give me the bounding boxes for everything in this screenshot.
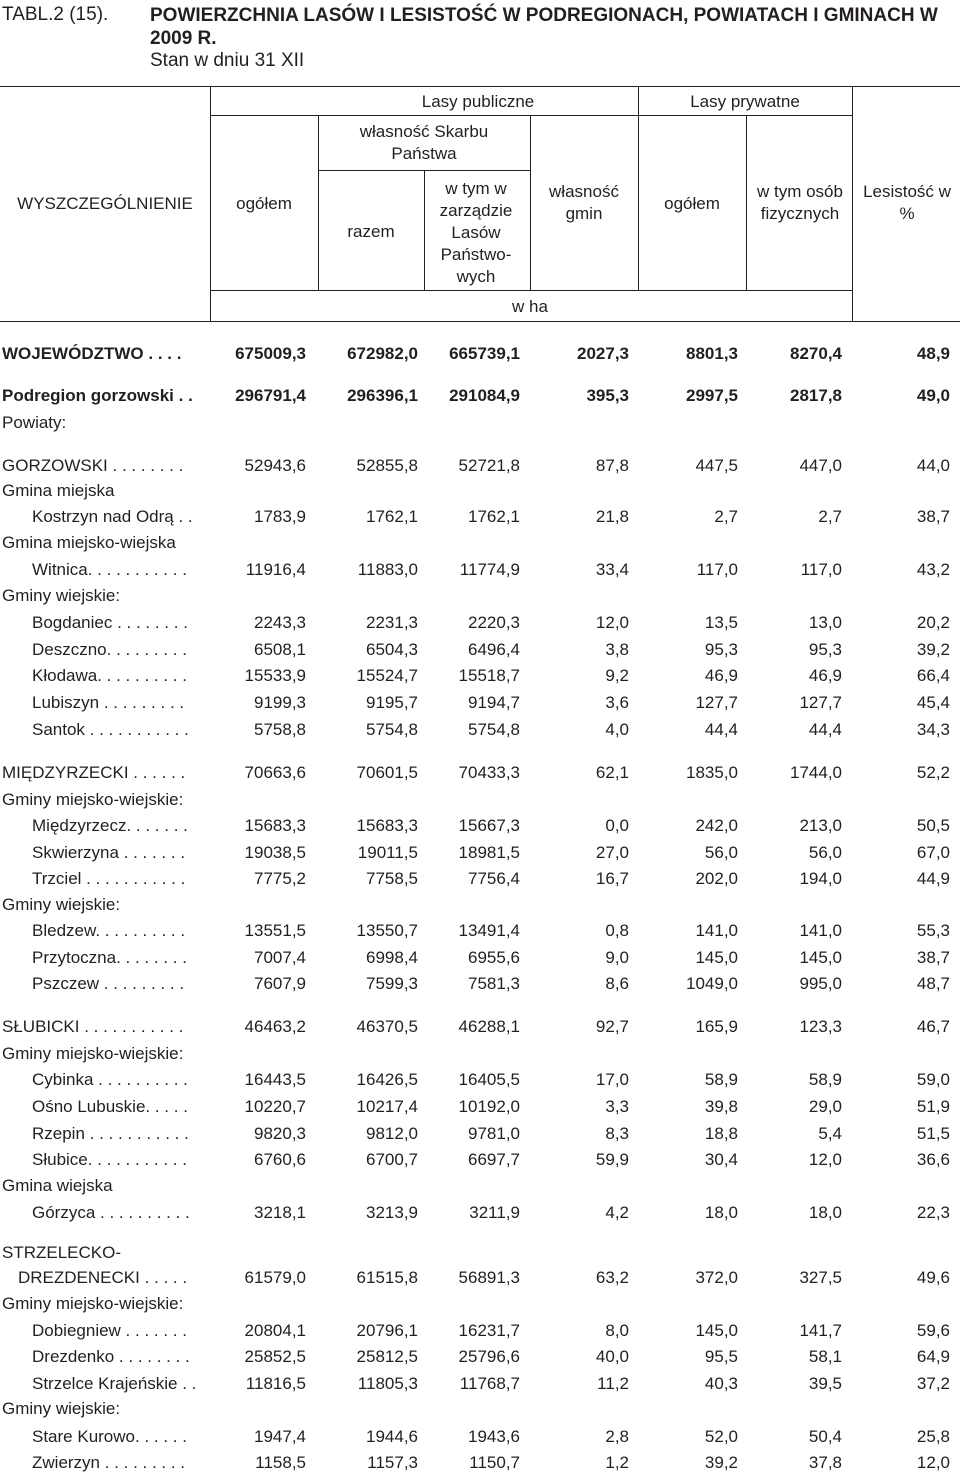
cell-value: 58,1 (808, 1347, 842, 1366)
table-row (0, 1396, 960, 1422)
row-label: Stare Kurowo. . . . . . (32, 1427, 187, 1446)
cell-value: 1157,3 (367, 1453, 418, 1472)
cell-value: 141,7 (799, 1321, 842, 1340)
cell-value: 1835,0 (686, 763, 738, 782)
cell-value: 1150,7 (469, 1453, 520, 1472)
table-row (0, 866, 960, 892)
cell-value: 15683,3 (356, 816, 418, 835)
cell-value: 2,7 (818, 507, 842, 526)
cell-value: 6697,7 (468, 1150, 520, 1169)
cell-value: 6760,6 (254, 1150, 306, 1169)
cell-value: 70663,6 (244, 763, 306, 782)
table-row (0, 1200, 960, 1226)
cell-value: 5,4 (818, 1124, 842, 1143)
cell-value: 19011,5 (357, 843, 418, 862)
cell-value: 52855,8 (356, 456, 418, 475)
cell-value: 50,5 (916, 816, 950, 835)
row-label: Gminy wiejskie: (2, 1399, 121, 1418)
cell-value: 145,0 (695, 948, 738, 967)
cell-value: 1744,0 (790, 763, 842, 782)
cell-value: 2,7 (714, 507, 738, 526)
cell-value: 127,7 (799, 693, 842, 712)
cell-value: 13491,4 (458, 921, 520, 940)
cell-value: 59,9 (595, 1150, 629, 1169)
cell-value: 52943,6 (244, 456, 306, 475)
table-row (0, 478, 960, 504)
cell-value: 92,7 (595, 1017, 629, 1036)
header-state-total: razem (347, 222, 395, 241)
row-label: Zwierzyn . . . . . . . . . (32, 1453, 186, 1472)
cell-value: 16443,5 (244, 1070, 306, 1089)
row-label: Cybinka . . . . . . . . . . (32, 1070, 188, 1089)
cell-value: 9781,0 (468, 1124, 520, 1143)
cell-value: 372,0 (695, 1268, 738, 1287)
table-row (0, 1121, 960, 1147)
cell-value: 56,0 (704, 843, 738, 862)
cell-value: 11916,4 (245, 560, 306, 579)
table-row (0, 1041, 960, 1067)
cell-value: 291084,9 (449, 386, 520, 405)
cell-value: 61579,0 (244, 1268, 306, 1287)
header-private-persons: w tym osób fizycznych (757, 182, 843, 223)
table-row (0, 971, 960, 997)
table-subtitle: Stan w dniu 31 XII (150, 50, 305, 71)
cell-value: 8801,3 (686, 344, 738, 363)
cell-value: 10192,0 (458, 1097, 520, 1116)
cell-value: 61515,8 (356, 1268, 418, 1287)
cell-value: 48,9 (916, 344, 950, 363)
table-row (0, 787, 960, 813)
cell-value: 15683,3 (244, 816, 306, 835)
table-row (0, 1450, 960, 1476)
header-state-forests-management: w tym w zarządzie Lasów Państwo-wych (439, 179, 513, 286)
cell-value: 38,7 (916, 948, 950, 967)
row-label: Bogdaniec . . . . . . . . (32, 613, 188, 632)
cell-value: 39,2 (704, 1453, 738, 1472)
cell-value: 1158,5 (255, 1453, 306, 1472)
cell-value: 117,0 (696, 560, 738, 579)
cell-value: 36,6 (916, 1150, 950, 1169)
row-label: Lubiszyn . . . . . . . . . (32, 693, 185, 712)
table-row (0, 1147, 960, 1173)
table-row (0, 840, 960, 866)
table-row (0, 1371, 960, 1397)
cell-value: 5754,8 (366, 720, 418, 739)
cell-value: 52,0 (704, 1427, 738, 1446)
table-row (0, 1291, 960, 1317)
cell-value: 11805,3 (357, 1374, 418, 1393)
cell-value: 13550,7 (356, 921, 418, 940)
cell-value: 12,0 (916, 1453, 950, 1472)
cell-value: 40,0 (595, 1347, 629, 1366)
cell-value: 15667,3 (458, 816, 520, 835)
cell-value: 15524,7 (356, 666, 418, 685)
cell-value: 20,2 (916, 613, 950, 632)
cell-value: 11768,7 (459, 1374, 520, 1393)
row-label: Słubice. . . . . . . . . . . (32, 1150, 187, 1169)
cell-value: 395,3 (586, 386, 629, 405)
header-private-total: ogółem (664, 194, 720, 213)
row-label: Powiaty: (2, 413, 67, 432)
cell-value: 1,2 (605, 1453, 629, 1472)
cell-value: 5758,8 (254, 720, 306, 739)
cell-value: 141,0 (799, 921, 842, 940)
cell-value: 665739,1 (449, 344, 520, 363)
cell-value: 1049,0 (686, 974, 738, 993)
cell-value: 6496,4 (468, 640, 520, 659)
row-label: Gminy wiejskie: (2, 895, 121, 914)
cell-value: 49,6 (916, 1268, 950, 1287)
header-unit: w ha (512, 297, 548, 316)
cell-value: 44,4 (808, 720, 842, 739)
cell-value: 9820,3 (254, 1124, 306, 1143)
cell-value: 45,4 (916, 693, 950, 712)
cell-value: 62,1 (595, 763, 629, 782)
cell-value: 39,2 (916, 640, 950, 659)
table-row (0, 1318, 960, 1344)
cell-value: 34,3 (916, 720, 950, 739)
cell-value: 672982,0 (347, 344, 418, 363)
cell-value: 1762,1 (366, 507, 418, 526)
cell-value: 67,0 (916, 843, 950, 862)
cell-value: 123,3 (799, 1017, 842, 1036)
cell-value: 2027,3 (577, 344, 629, 363)
cell-value: 50,4 (808, 1427, 842, 1446)
cell-value: 145,0 (799, 948, 842, 967)
cell-value: 296396,1 (347, 386, 418, 405)
cell-value: 44,0 (916, 456, 950, 475)
cell-value: 55,3 (916, 921, 950, 940)
cell-value: 1944,6 (366, 1427, 418, 1446)
cell-value: 3218,1 (254, 1203, 306, 1222)
cell-value: 16426,5 (356, 1070, 418, 1089)
table-row (0, 557, 960, 583)
table-row (0, 530, 960, 556)
row-label: Gminy wiejskie: (2, 586, 121, 605)
table-row (0, 410, 960, 436)
table-row (0, 918, 960, 944)
cell-value: 46,7 (916, 1017, 950, 1036)
table-row (0, 690, 960, 716)
cell-value: 3211,9 (469, 1203, 520, 1222)
cell-value: 242,0 (695, 816, 738, 835)
cell-value: 13,0 (808, 613, 842, 632)
row-label: DREZDENECKI . . . . . (18, 1268, 188, 1287)
cell-value: 8,0 (605, 1321, 629, 1340)
cell-value: 39,5 (808, 1374, 842, 1393)
cell-value: 18,0 (808, 1203, 842, 1222)
cell-value: 7775,2 (254, 869, 306, 888)
cell-value: 194,0 (799, 869, 842, 888)
cell-value: 20804,1 (244, 1321, 306, 1340)
row-label: Bledzew. . . . . . . . . . (32, 921, 186, 940)
row-label: Skwierzyna . . . . . . . (32, 843, 186, 862)
cell-value: 43,2 (916, 560, 950, 579)
row-label: Gminy miejsko-wiejskie: (2, 1044, 184, 1063)
cell-value: 9,2 (605, 666, 629, 685)
cell-value: 3,8 (605, 640, 629, 659)
cell-value: 117,0 (800, 560, 842, 579)
cell-value: 447,5 (695, 456, 738, 475)
cell-value: 6508,1 (254, 640, 306, 659)
table-number: TABL.2 (15). (2, 4, 109, 25)
cell-value: 7758,5 (366, 869, 418, 888)
row-label: Kłodawa. . . . . . . . . . (32, 666, 187, 685)
header-public-total: ogółem (236, 194, 292, 213)
cell-value: 11883,0 (357, 560, 418, 579)
cell-value: 29,0 (808, 1097, 842, 1116)
row-label: Santok . . . . . . . . . . . (32, 720, 189, 739)
cell-value: 19038,5 (244, 843, 306, 862)
table-row (0, 1067, 960, 1093)
cell-value: 2997,5 (686, 386, 738, 405)
row-label: Ośno Lubuskie. . . . . (32, 1097, 188, 1116)
table-row (0, 504, 960, 530)
cell-value: 18,8 (704, 1124, 738, 1143)
table-row (0, 1173, 960, 1199)
row-label: Gmina miejska (2, 481, 115, 500)
cell-value: 18981,5 (458, 843, 520, 862)
cell-value: 22,3 (916, 1203, 950, 1222)
row-label: SŁUBICKI . . . . . . . . . . . (2, 1017, 184, 1036)
cell-value: 7007,4 (254, 948, 306, 967)
cell-value: 995,0 (799, 974, 842, 993)
cell-value: 3,3 (605, 1097, 629, 1116)
cell-value: 64,9 (916, 1347, 950, 1366)
table-row (0, 1344, 960, 1370)
table-title: POWIERZCHNIA LASÓW I LESISTOŚĆ W PODREGIONACH, POWIATACH I GMINACH W 2009 R. (150, 5, 938, 49)
table-row (0, 383, 960, 409)
cell-value: 213,0 (799, 816, 842, 835)
cell-value: 10220,7 (244, 1097, 306, 1116)
row-label: Podregion gorzowski . . (2, 386, 193, 405)
cell-value: 15518,7 (458, 666, 520, 685)
cell-value: 13551,5 (244, 921, 306, 940)
header-private-forests: Lasy prywatne (690, 92, 800, 111)
row-label: Dobiegniew . . . . . . . (32, 1321, 187, 1340)
table-row (0, 1014, 960, 1040)
row-label: Gmina wiejska (2, 1176, 113, 1195)
row-label: Przytoczna. . . . . . . . (32, 948, 187, 967)
cell-value: 6955,6 (468, 948, 520, 967)
cell-value: 48,7 (916, 974, 950, 993)
row-label: Trzciel . . . . . . . . . . . (32, 869, 186, 888)
table-row (0, 813, 960, 839)
cell-value: 16231,7 (458, 1321, 520, 1340)
table-row (0, 610, 960, 636)
cell-value: 56891,3 (458, 1268, 520, 1287)
cell-value: 33,4 (595, 560, 629, 579)
cell-value: 1947,4 (254, 1427, 306, 1446)
cell-value: 59,6 (916, 1321, 950, 1340)
row-label: MIĘDZYRZECKI . . . . . . (2, 763, 186, 782)
cell-value: 8,6 (605, 974, 629, 993)
cell-value: 46,9 (808, 666, 842, 685)
table-row (0, 637, 960, 663)
cell-value: 56,0 (808, 843, 842, 862)
cell-value: 66,4 (916, 666, 950, 685)
header-public-forests: Lasy publiczne (421, 92, 535, 111)
cell-value: 17,0 (595, 1070, 629, 1089)
cell-value: 12,0 (595, 613, 629, 632)
cell-value: 21,8 (595, 507, 629, 526)
cell-value: 18,0 (704, 1203, 738, 1222)
cell-value: 46,9 (704, 666, 738, 685)
row-label: GORZOWSKI . . . . . . . . (2, 456, 184, 475)
cell-value: 327,5 (799, 1268, 842, 1287)
table-row (0, 892, 960, 918)
cell-value: 6998,4 (366, 948, 418, 967)
table-row (0, 453, 960, 479)
row-label: STRZELECKO- (2, 1243, 122, 1262)
cell-value: 145,0 (695, 1321, 738, 1340)
cell-value: 59,0 (916, 1070, 950, 1089)
cell-value: 20796,1 (356, 1321, 418, 1340)
cell-value: 5754,8 (468, 720, 520, 739)
table-row (0, 717, 960, 743)
cell-value: 13,5 (704, 613, 738, 632)
cell-value: 40,3 (704, 1374, 738, 1393)
cell-value: 3213,9 (366, 1203, 418, 1222)
cell-value: 4,0 (605, 720, 629, 739)
row-label: Strzelce Krajeńskie . . (32, 1374, 197, 1393)
row-label: Pszczew . . . . . . . . . (32, 974, 185, 993)
cell-value: 25796,6 (458, 1347, 520, 1366)
cell-value: 27,0 (595, 843, 629, 862)
cell-value: 30,4 (704, 1150, 738, 1169)
cell-value: 51,5 (916, 1124, 950, 1143)
cell-value: 70433,3 (458, 763, 520, 782)
row-label: Kostrzyn nad Odrą . . (32, 507, 193, 526)
cell-value: 2817,8 (790, 386, 842, 405)
cell-value: 25812,5 (356, 1347, 418, 1366)
table-row (0, 1240, 960, 1266)
cell-value: 9,0 (605, 948, 629, 967)
cell-value: 46463,2 (244, 1017, 306, 1036)
cell-value: 165,9 (695, 1017, 738, 1036)
cell-value: 37,2 (916, 1374, 950, 1393)
cell-value: 38,7 (916, 507, 950, 526)
cell-value: 1783,9 (254, 507, 306, 526)
cell-value: 95,3 (808, 640, 842, 659)
cell-value: 39,8 (704, 1097, 738, 1116)
header-forest-cover: Lesistość w % (863, 182, 951, 223)
cell-value: 6504,3 (366, 640, 418, 659)
cell-value: 8,3 (605, 1124, 629, 1143)
cell-value: 2,8 (605, 1427, 629, 1446)
row-label: WOJEWÓDZTWO . . . . (2, 344, 182, 363)
cell-value: 44,4 (704, 720, 738, 739)
cell-value: 127,7 (695, 693, 738, 712)
table-row (0, 760, 960, 786)
cell-value: 52721,8 (458, 456, 520, 475)
cell-value: 9812,0 (366, 1124, 418, 1143)
cell-value: 70601,5 (356, 763, 418, 782)
row-label: Międzyrzecz. . . . . . . (32, 816, 188, 835)
cell-value: 4,2 (605, 1203, 629, 1222)
row-label: Gminy miejsko-wiejskie: (2, 790, 184, 809)
row-label: Górzyca . . . . . . . . . . (32, 1203, 190, 1222)
cell-value: 7756,4 (468, 869, 520, 888)
cell-value: 7581,3 (468, 974, 520, 993)
cell-value: 15533,9 (244, 666, 306, 685)
cell-value: 3,6 (605, 693, 629, 712)
cell-value: 16,7 (595, 869, 629, 888)
cell-value: 296791,4 (235, 386, 306, 405)
cell-value: 95,5 (704, 1347, 738, 1366)
cell-value: 46288,1 (458, 1017, 520, 1036)
cell-value: 447,0 (799, 456, 842, 475)
row-label: Witnica. . . . . . . . . . . (32, 560, 187, 579)
cell-value: 12,0 (808, 1150, 842, 1169)
table-row (0, 1094, 960, 1120)
table-row (0, 663, 960, 689)
cell-value: 11774,9 (459, 560, 520, 579)
cell-value: 10217,4 (356, 1097, 418, 1116)
cell-value: 0,0 (605, 816, 629, 835)
cell-value: 58,9 (808, 1070, 842, 1089)
cell-value: 0,8 (605, 921, 629, 940)
header-state-ownership: własność Skarbu Państwa (359, 122, 489, 163)
cell-value: 37,8 (808, 1453, 842, 1472)
row-label: Drezdenko . . . . . . . . (32, 1347, 190, 1366)
row-label: Rzepin . . . . . . . . . . . (32, 1124, 189, 1143)
cell-value: 16405,5 (458, 1070, 520, 1089)
table-row (0, 583, 960, 609)
cell-value: 9199,3 (254, 693, 306, 712)
cell-value: 8270,4 (790, 344, 842, 363)
cell-value: 7599,3 (366, 974, 418, 993)
cell-value: 49,0 (916, 386, 950, 405)
cell-value: 2231,3 (366, 613, 418, 632)
cell-value: 44,9 (916, 869, 950, 888)
table-row (0, 1265, 960, 1291)
row-label: Deszczno. . . . . . . . . (32, 640, 187, 659)
cell-value: 52,2 (916, 763, 950, 782)
cell-value: 1943,6 (468, 1427, 520, 1446)
row-label: Gmina miejsko-wiejska (2, 533, 176, 552)
cell-value: 46370,5 (356, 1017, 418, 1036)
row-label: Gminy miejsko-wiejskie: (2, 1294, 184, 1313)
cell-value: 7607,9 (254, 974, 306, 993)
header-municipal-ownership: własność gmin (549, 182, 619, 223)
cell-value: 9194,7 (468, 693, 520, 712)
cell-value: 25,8 (916, 1427, 950, 1446)
cell-value: 2243,3 (254, 613, 306, 632)
table-row (0, 1424, 960, 1450)
cell-value: 202,0 (695, 869, 738, 888)
table-row (0, 341, 960, 367)
cell-value: 11,2 (597, 1374, 629, 1393)
cell-value: 6700,7 (366, 1150, 418, 1169)
cell-value: 63,2 (595, 1268, 629, 1287)
cell-value: 51,9 (916, 1097, 950, 1116)
cell-value: 95,3 (704, 640, 738, 659)
cell-value: 9195,7 (366, 693, 418, 712)
cell-value: 87,8 (595, 456, 629, 475)
cell-value: 2220,3 (468, 613, 520, 632)
header-specification: WYSZCZEGÓLNIENIE (17, 194, 193, 213)
cell-value: 58,9 (704, 1070, 738, 1089)
cell-value: 675009,3 (235, 344, 306, 363)
cell-value: 1762,1 (468, 507, 520, 526)
table-row (0, 945, 960, 971)
cell-value: 25852,5 (244, 1347, 306, 1366)
cell-value: 141,0 (695, 921, 738, 940)
cell-value: 11816,5 (245, 1374, 306, 1393)
